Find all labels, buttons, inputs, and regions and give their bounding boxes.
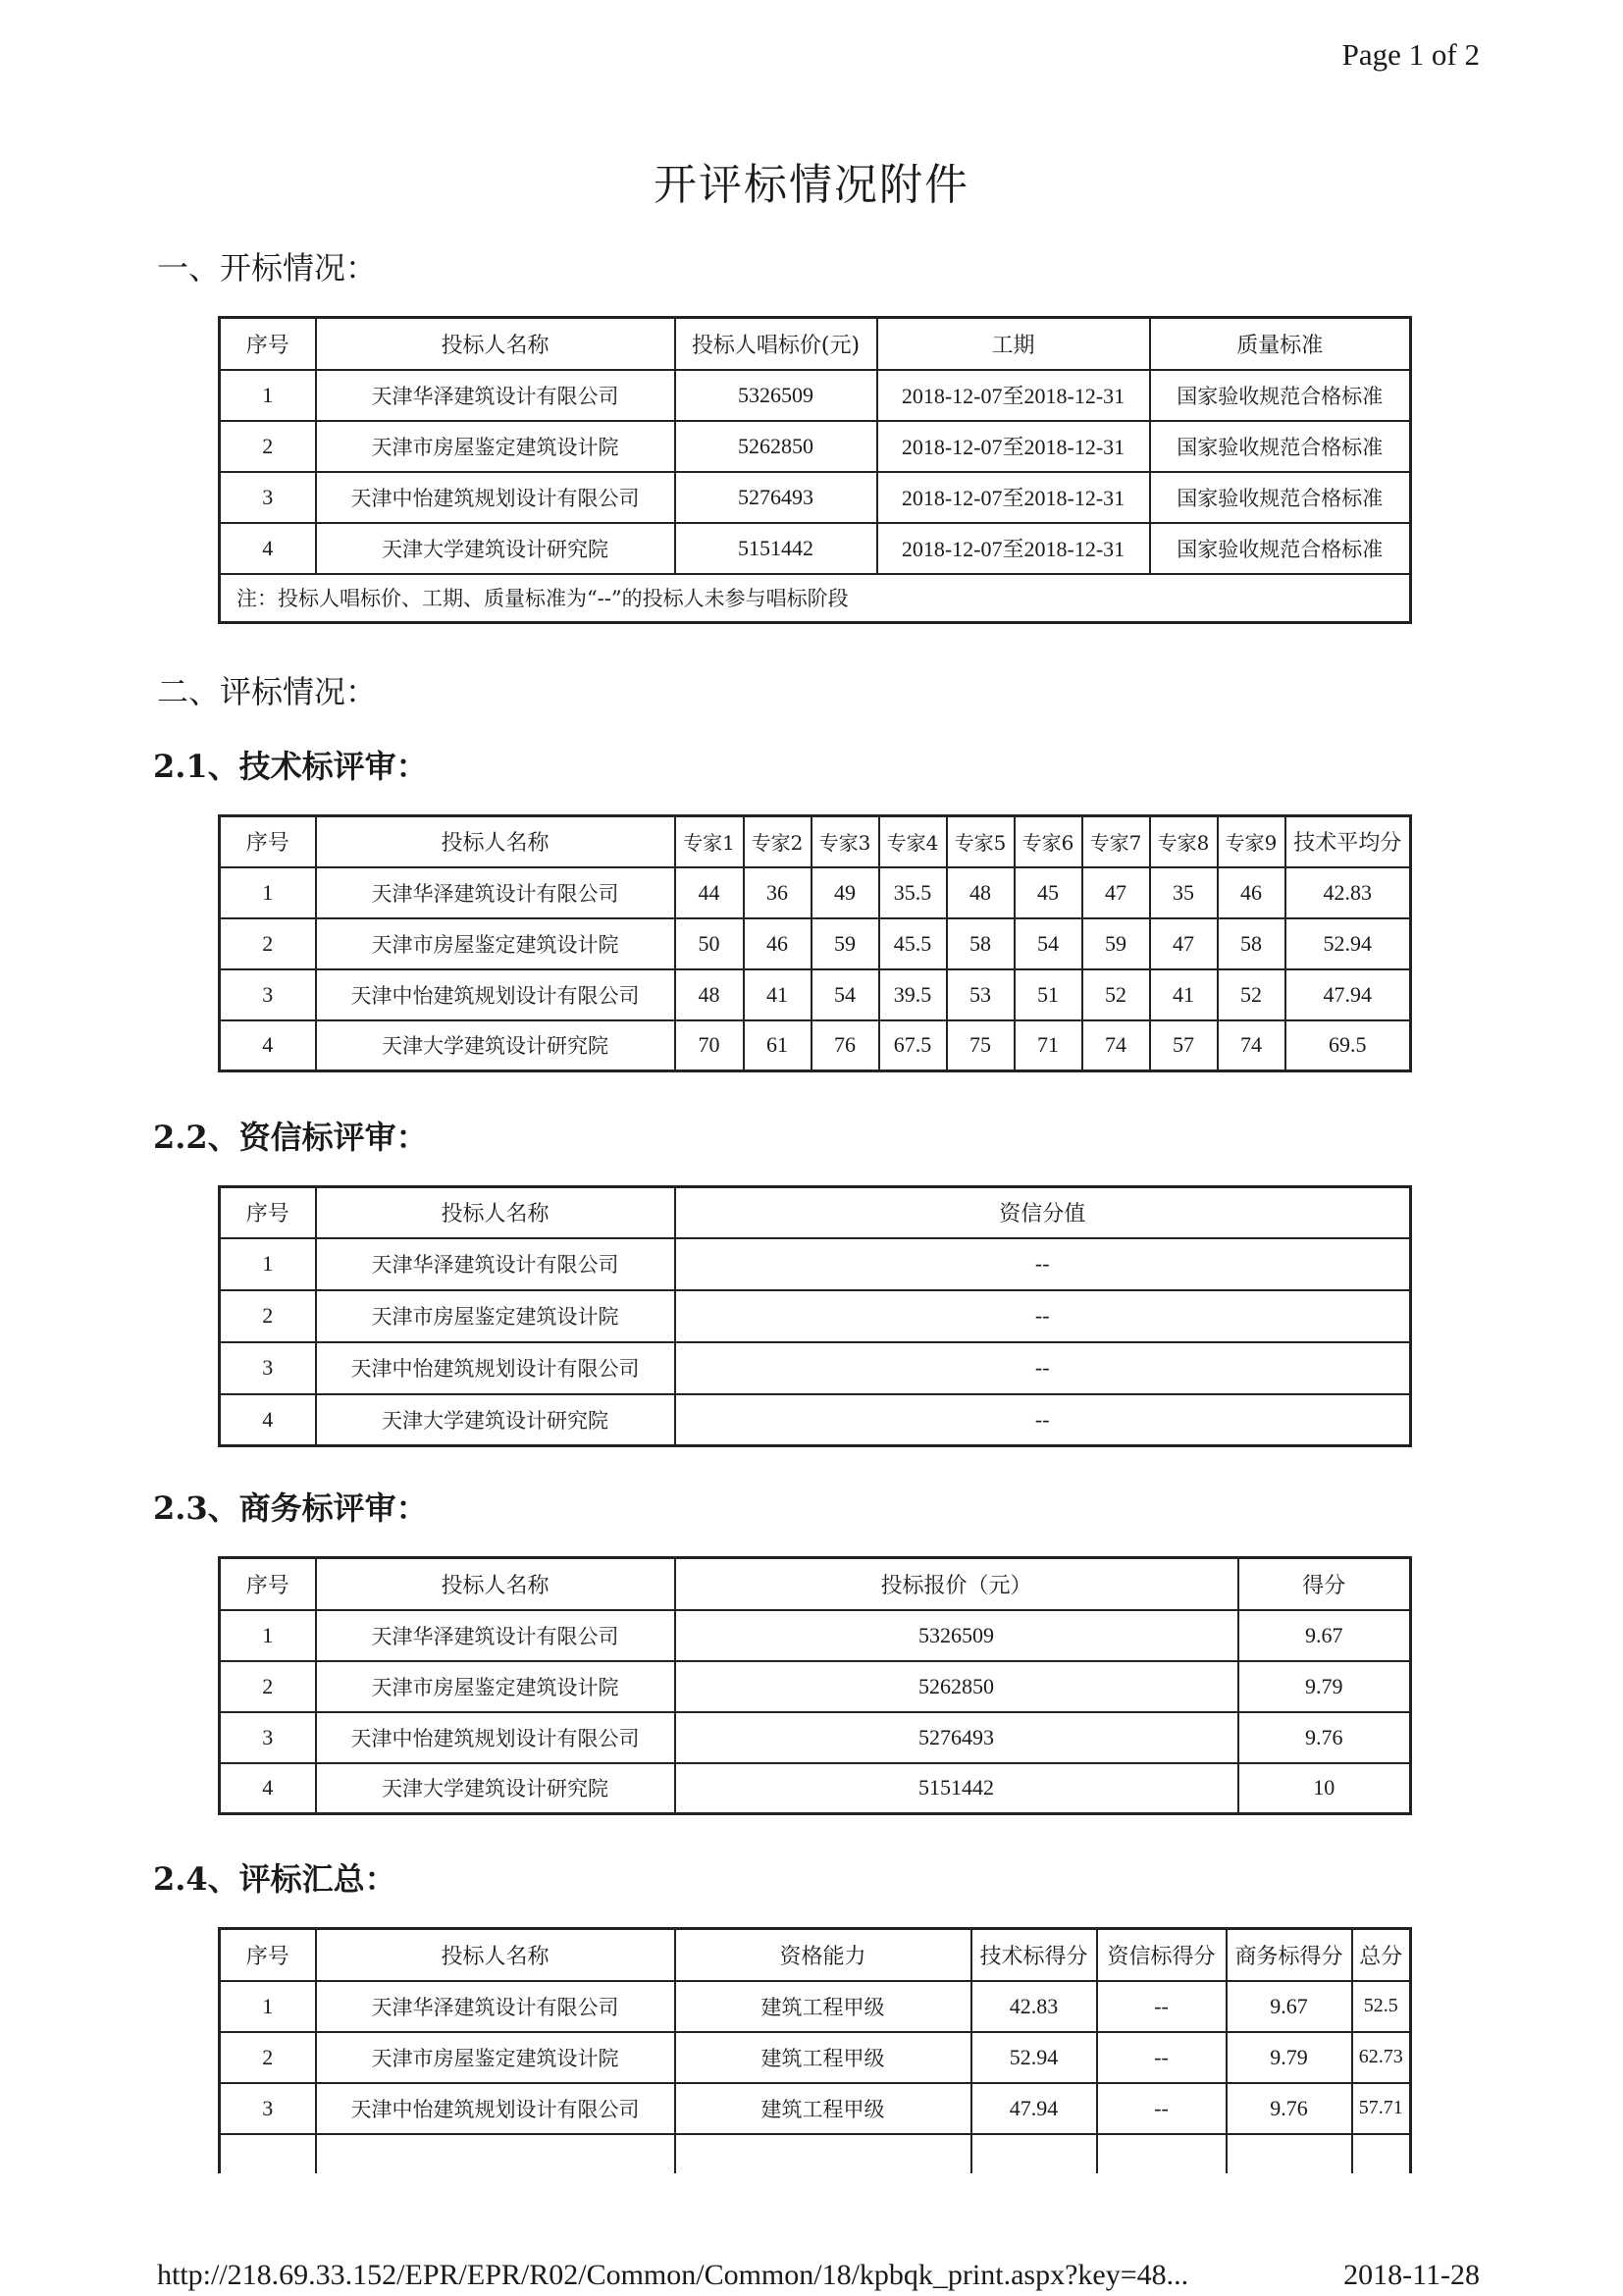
table-cell: 建筑工程甲级 (675, 2083, 971, 2134)
col-header: 专家7 (1082, 816, 1150, 867)
table-cell: 4 (220, 1394, 316, 1446)
table-cell: 天津中怡建筑规划设计有限公司 (316, 1712, 675, 1763)
table-cell: 46 (1218, 867, 1285, 918)
table-cell: 62.73 (1352, 2032, 1411, 2083)
technical-table (218, 814, 1412, 1072)
table-cell: -- (1097, 2083, 1227, 2134)
table-cell: 52 (1218, 969, 1285, 1020)
table-cell: 天津华泽建筑设计有限公司 (316, 867, 675, 918)
table-cell: 天津市房屋鉴定建筑设计院 (316, 1290, 675, 1342)
col-header: 序号 (220, 1558, 316, 1610)
table-cell: 9.76 (1227, 2083, 1352, 2134)
table-cell: 9.79 (1227, 2032, 1352, 2083)
table-cell: 57 (1150, 1020, 1218, 1071)
table-cell: 天津中怡建筑规划设计有限公司 (316, 1342, 675, 1394)
table-cell: 52 (1082, 969, 1150, 1020)
table-row (220, 1342, 1411, 1394)
table-cell: 3 (220, 2083, 316, 2134)
commercial-table (218, 1556, 1412, 1815)
table-cell: 44 (675, 867, 744, 918)
col-header: 投标人唱标价(元) (675, 318, 877, 370)
col-header: 专家1 (675, 816, 744, 867)
table-cell: 2 (220, 2032, 316, 2083)
table-cell-empty (220, 2134, 316, 2173)
table-cell: 2 (220, 421, 316, 472)
col-header: 总分 (1352, 1929, 1411, 1981)
table-cell: 45 (1015, 867, 1082, 918)
table-cell: 国家验收规范合格标准 (1150, 472, 1411, 523)
col-header: 专家4 (879, 816, 947, 867)
table-row (220, 2083, 1411, 2134)
table-cell: 天津中怡建筑规划设计有限公司 (316, 2083, 675, 2134)
table-cell: 5326509 (675, 370, 877, 421)
col-header: 专家9 (1218, 816, 1285, 867)
col-header: 专家6 (1015, 816, 1082, 867)
col-header: 投标人名称 (316, 1558, 675, 1610)
section-opening-heading: 一、开标情况： (157, 249, 378, 287)
table-cell: 75 (947, 1020, 1015, 1071)
table-cell-empty (1097, 2134, 1227, 2173)
table-cell: 天津大学建筑设计研究院 (316, 1763, 675, 1814)
table-row (220, 370, 1411, 421)
col-header: 序号 (220, 318, 316, 370)
table-cell: 74 (1082, 1020, 1150, 1071)
table-cell: 58 (1218, 918, 1285, 969)
col-header: 资信标得分 (1097, 1929, 1227, 1981)
table-cell: 天津大学建筑设计研究院 (316, 523, 675, 574)
table-cell: 3 (220, 1342, 316, 1394)
table-cell: 45.5 (879, 918, 947, 969)
section-evaluation-heading: 二、评标情况： (157, 673, 378, 710)
table-cell-empty (1352, 2134, 1411, 2173)
table-row (220, 1763, 1411, 1814)
table-cell: 天津华泽建筑设计有限公司 (316, 1981, 675, 2032)
table-cell: 74 (1218, 1020, 1285, 1071)
table-cell: 1 (220, 1981, 316, 2032)
footer-date: 2018-11-28 (1343, 2259, 1480, 2291)
table-cell: 4 (220, 523, 316, 574)
table-cell: 5262850 (675, 1661, 1238, 1712)
page-number: Page 1 of 2 (1341, 37, 1480, 72)
table-cell: 50 (675, 918, 744, 969)
document-title: 开评标情况附件 (654, 160, 969, 210)
table-cell: 3 (220, 472, 316, 523)
table-row (220, 1020, 1411, 1071)
table-row (220, 1981, 1411, 2032)
subsection-technical-heading: 2.1、技术标评审： (153, 748, 428, 785)
table-header-row (220, 816, 1411, 867)
table-cell: 天津华泽建筑设计有限公司 (316, 1238, 675, 1290)
col-header: 序号 (220, 1929, 316, 1981)
table-row (220, 918, 1411, 969)
table-row (220, 1290, 1411, 1342)
table-cell: 52.5 (1352, 1981, 1411, 2032)
col-header: 工期 (877, 318, 1150, 370)
col-header: 序号 (220, 816, 316, 867)
table-cell: 天津中怡建筑规划设计有限公司 (316, 472, 675, 523)
table-cell: 61 (744, 1020, 812, 1071)
table-cell: 53 (947, 969, 1015, 1020)
table-row (220, 523, 1411, 574)
table-cell: -- (675, 1290, 1411, 1342)
col-header: 投标报价（元） (675, 1558, 1238, 1610)
col-header: 资信分值 (675, 1187, 1411, 1238)
table-cell: 70 (675, 1020, 744, 1071)
table-cell: 天津市房屋鉴定建筑设计院 (316, 1661, 675, 1712)
table-header-row (220, 1187, 1411, 1238)
table-cell: 天津大学建筑设计研究院 (316, 1020, 675, 1071)
table-cell: 5262850 (675, 421, 877, 472)
footer-url: http://218.69.33.152/EPR/EPR/R02/Common/Common/18/kpbqk_print.aspx?key=48... (157, 2259, 1189, 2291)
table-note: 注：投标人唱标价、工期、质量标准为“--”的投标人未参与唱标阶段 (220, 574, 1411, 623)
table-cell: 天津中怡建筑规划设计有限公司 (316, 969, 675, 1020)
table-row (220, 421, 1411, 472)
subsection-credit-heading: 2.2、资信标评审： (153, 1119, 428, 1156)
table-cell: 5276493 (675, 1712, 1238, 1763)
table-cell: 69.5 (1285, 1020, 1411, 1071)
table-cell: 57.71 (1352, 2083, 1411, 2134)
table-cell: 天津大学建筑设计研究院 (316, 1394, 675, 1446)
table-cell: 46 (744, 918, 812, 969)
table-cell: 54 (812, 969, 879, 1020)
table-row-continued (220, 2134, 1411, 2173)
table-cell: 5151442 (675, 523, 877, 574)
table-cell: 48 (675, 969, 744, 1020)
table-cell: 47.94 (1285, 969, 1411, 1020)
table-cell: 2018-12-07至2018-12-31 (877, 472, 1150, 523)
table-cell: 49 (812, 867, 879, 918)
table-cell: 76 (812, 1020, 879, 1071)
table-cell: 9.67 (1227, 1981, 1352, 2032)
table-row (220, 1610, 1411, 1661)
table-cell: -- (1097, 2032, 1227, 2083)
table-row (220, 2032, 1411, 2083)
table-cell: 建筑工程甲级 (675, 2032, 971, 2083)
table-cell: 天津市房屋鉴定建筑设计院 (316, 2032, 675, 2083)
col-header: 技术平均分 (1285, 816, 1411, 867)
subsection-summary-heading: 2.4、评标汇总： (153, 1860, 396, 1898)
table-cell: 3 (220, 969, 316, 1020)
table-cell: 5326509 (675, 1610, 1238, 1661)
table-cell: 58 (947, 918, 1015, 969)
col-header: 专家3 (812, 816, 879, 867)
table-cell: 47.94 (971, 2083, 1097, 2134)
table-cell: 建筑工程甲级 (675, 1981, 971, 2032)
table-cell: 1 (220, 1610, 316, 1661)
table-cell: 国家验收规范合格标准 (1150, 523, 1411, 574)
table-cell: 48 (947, 867, 1015, 918)
col-header: 专家5 (947, 816, 1015, 867)
table-cell: -- (1097, 1981, 1227, 2032)
table-header-row (220, 318, 1411, 370)
table-cell: 9.67 (1238, 1610, 1411, 1661)
table-row (220, 1238, 1411, 1290)
col-header: 投标人名称 (316, 318, 675, 370)
table-cell: 2018-12-07至2018-12-31 (877, 523, 1150, 574)
table-cell: 2018-12-07至2018-12-31 (877, 370, 1150, 421)
table-cell: 国家验收规范合格标准 (1150, 421, 1411, 472)
table-cell: 51 (1015, 969, 1082, 1020)
table-cell: 1 (220, 1238, 316, 1290)
summary-table (218, 1927, 1412, 2173)
subsection-commercial-heading: 2.3、商务标评审： (153, 1489, 428, 1527)
table-cell: 41 (744, 969, 812, 1020)
table-cell: 36 (744, 867, 812, 918)
table-cell: 4 (220, 1763, 316, 1814)
table-cell: 天津市房屋鉴定建筑设计院 (316, 421, 675, 472)
table-cell: 54 (1015, 918, 1082, 969)
table-cell: 39.5 (879, 969, 947, 1020)
table-row (220, 1394, 1411, 1446)
table-cell: 47 (1150, 918, 1218, 969)
col-header: 投标人名称 (316, 1187, 675, 1238)
table-cell: 35 (1150, 867, 1218, 918)
table-cell-empty (316, 2134, 675, 2173)
table-cell: 59 (1082, 918, 1150, 969)
table-row (220, 1661, 1411, 1712)
table-note-row (220, 574, 1411, 623)
table-cell: 47 (1082, 867, 1150, 918)
table-cell: -- (675, 1394, 1411, 1446)
table-cell: 41 (1150, 969, 1218, 1020)
table-row (220, 1712, 1411, 1763)
table-cell: 天津市房屋鉴定建筑设计院 (316, 918, 675, 969)
col-header: 资格能力 (675, 1929, 971, 1981)
col-header: 商务标得分 (1227, 1929, 1352, 1981)
table-cell: 4 (220, 1020, 316, 1071)
col-header: 得分 (1238, 1558, 1411, 1610)
col-header: 投标人名称 (316, 816, 675, 867)
table-cell: 国家验收规范合格标准 (1150, 370, 1411, 421)
table-cell-empty (675, 2134, 971, 2173)
table-cell: 42.83 (1285, 867, 1411, 918)
table-cell: 67.5 (879, 1020, 947, 1071)
col-header: 技术标得分 (971, 1929, 1097, 1981)
col-header: 质量标准 (1150, 318, 1411, 370)
table-cell: -- (675, 1238, 1411, 1290)
col-header: 专家2 (744, 816, 812, 867)
table-cell: 71 (1015, 1020, 1082, 1071)
table-cell: 52.94 (971, 2032, 1097, 2083)
table-cell: 1 (220, 867, 316, 918)
table-cell: 9.79 (1238, 1661, 1411, 1712)
table-header-row (220, 1929, 1411, 1981)
table-cell: 2 (220, 1290, 316, 1342)
table-cell: 35.5 (879, 867, 947, 918)
table-cell: -- (675, 1342, 1411, 1394)
table-cell-empty (1227, 2134, 1352, 2173)
table-cell: 天津华泽建筑设计有限公司 (316, 370, 675, 421)
table-row (220, 867, 1411, 918)
col-header: 投标人名称 (316, 1929, 675, 1981)
table-row (220, 472, 1411, 523)
opening-table (218, 316, 1412, 624)
table-header-row (220, 1558, 1411, 1610)
table-cell: 5276493 (675, 472, 877, 523)
credit-table (218, 1185, 1412, 1447)
table-cell: 3 (220, 1712, 316, 1763)
table-cell: 42.83 (971, 1981, 1097, 2032)
table-cell: 10 (1238, 1763, 1411, 1814)
table-cell: 2018-12-07至2018-12-31 (877, 421, 1150, 472)
table-cell: 天津华泽建筑设计有限公司 (316, 1610, 675, 1661)
table-cell: 1 (220, 370, 316, 421)
table-cell: 9.76 (1238, 1712, 1411, 1763)
table-cell: 52.94 (1285, 918, 1411, 969)
table-cell: 2 (220, 1661, 316, 1712)
col-header: 序号 (220, 1187, 316, 1238)
col-header: 专家8 (1150, 816, 1218, 867)
table-row (220, 969, 1411, 1020)
table-cell: 5151442 (675, 1763, 1238, 1814)
table-cell: 59 (812, 918, 879, 969)
table-cell-empty (971, 2134, 1097, 2173)
table-cell: 2 (220, 918, 316, 969)
